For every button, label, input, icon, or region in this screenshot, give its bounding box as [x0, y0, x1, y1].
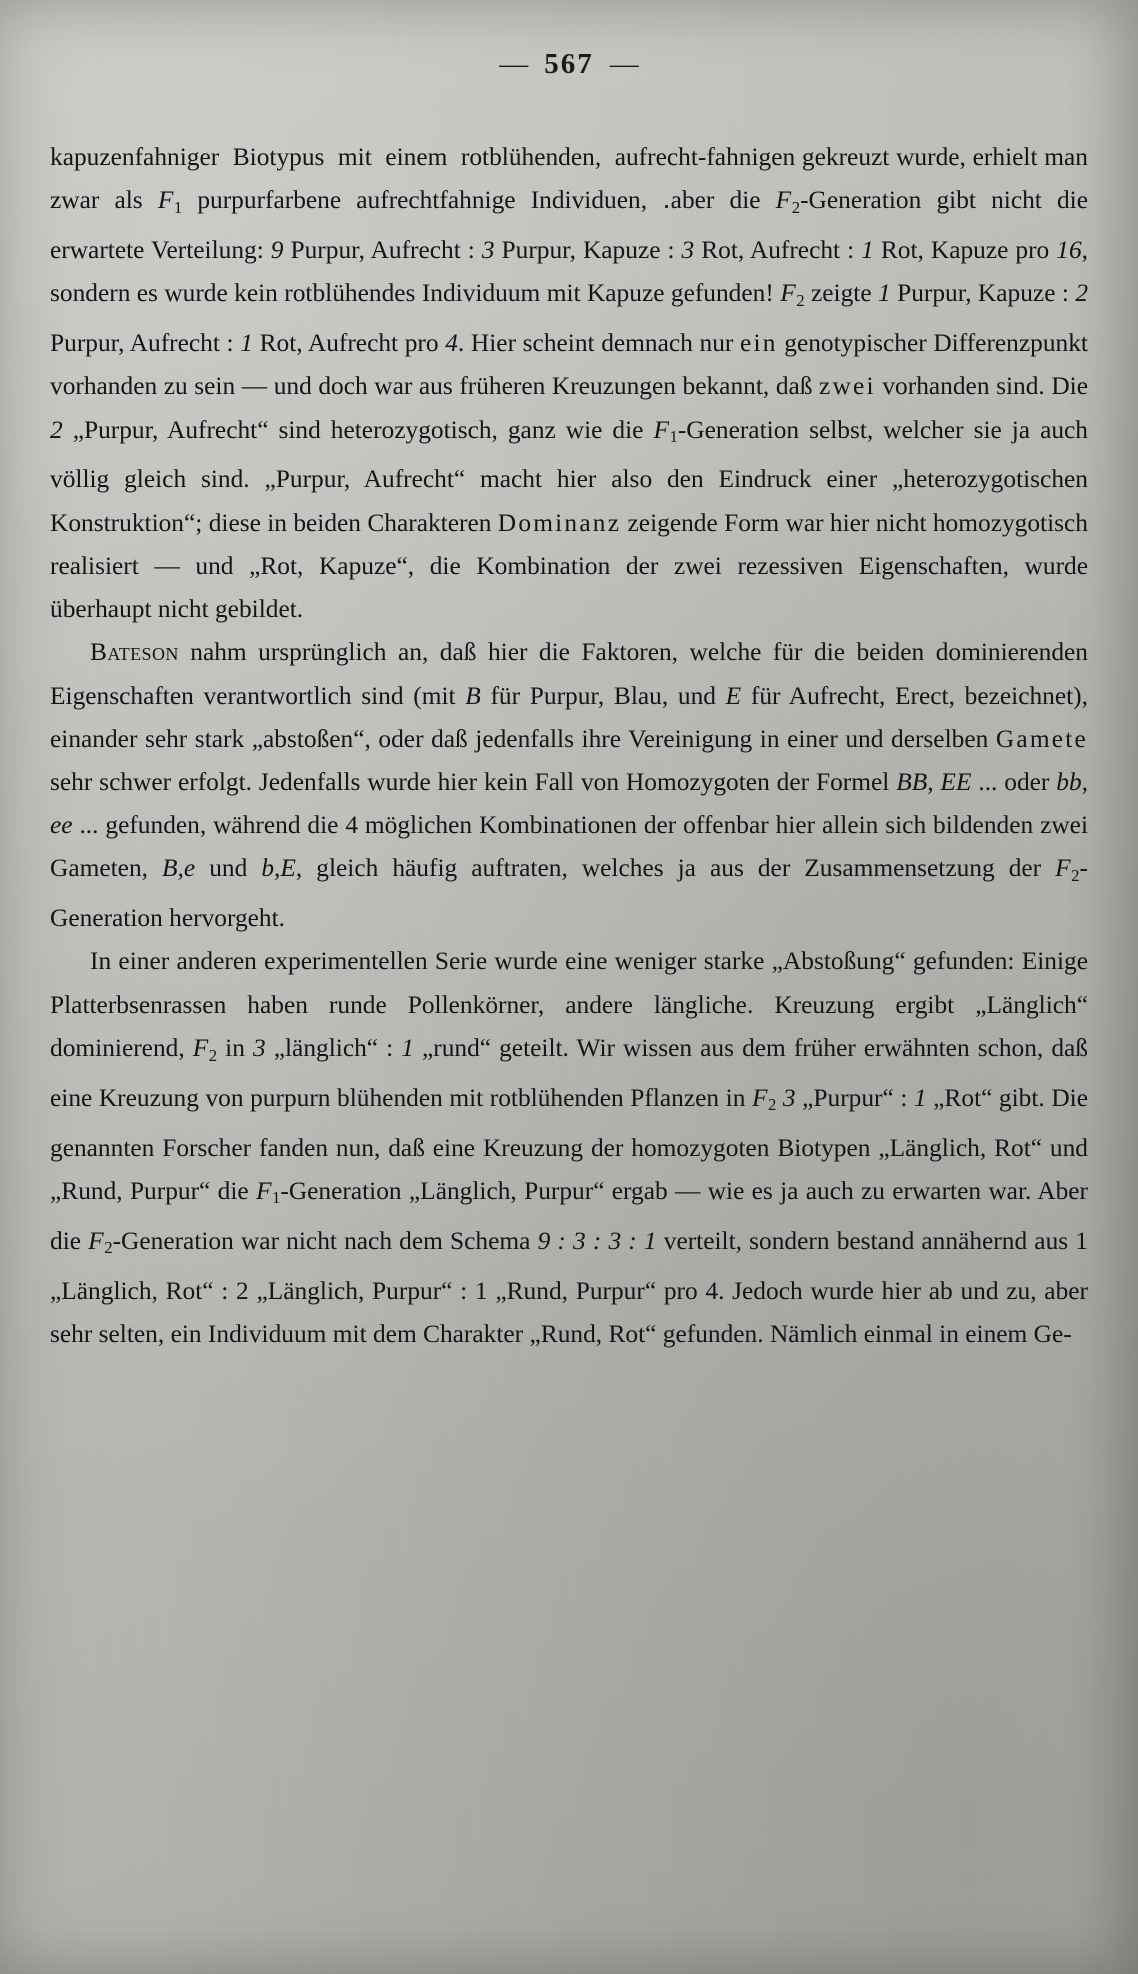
page-number-header: [0, 48, 1138, 81]
paragraph-3: In einer anderen experimentellen Serie wurde eine weniger starke „Abstoßung“ gefunden: Einige Platterbsenrassen haben runde Pollenkörner, andere längliche. Kreuzung ergibt „Länglich“ dominierend, $F_2$ in 3 „länglich“ : 1 „rund“ geteilt. Wir wissen aus dem früher erwähnten schon, daß eine Kreuzung von purpurn blühenden mit rotblühenden Pflanzen in $F_2$ 3 „Purpur“ : 1 „Rot“ gibt. Die genannten Forscher fanden nun, daß eine Kreuzung der homozygoten Biotypen „Länglich, Rot“ und „Rund, Purpur“ die $F_1$-Generation „Länglich, Purpur“ ergab — wie es ja auch zu erwarten war. Aber die $F_2$-Generation war nicht nach dem Schema 9 : 3 : 3 : 1 verteilt, sondern bestand annähernd aus 1 „Länglich, Rot“ : 2 „Länglich, Purpur“ : 1 „Rund, Purpur“ pro 4. Jedoch wurde hier ab und zu, aber sehr selten, ein Individuum mit dem Charakter „Rund, Rot“ gefunden. Nämlich einmal in einem Ge-: [50, 947, 1089, 1348]
page-body: [50, 136, 1088, 1356]
page-number-value: 567: [544, 48, 594, 80]
paragraph-2: Bateson nahm ursprünglich an, daß hier die Faktoren, welche für die beiden dominierenden Eigenschaften verantwortlich sind (mit B für Purpur, Blau, und E für Aufrecht, Erect, bezeichnet), einander sehr stark „abstoßen“, oder daß jedenfalls ihre Vereinigung in einer und derselben Gamete sehr schwer erfolgt. Jedenfalls wurde hier kein Fall von Homozygoten der Formel BB, EE ... oder bb, ee ... gefunden, während die 4 möglichen Kombinationen der offenbar hier allein sich bildenden zwei Gameten, B,e und b,E, gleich häufig auftraten, welches ja aus der Zusammensetzung der $F_2$-Generation hervorgeht.: [50, 638, 1089, 933]
page-number-dash-left: —: [499, 48, 529, 80]
paragraph-1: kapuzenfahniger Biotypus mit einem rotblühenden, aufrecht-fahnigen gekreuzt wurde, erhielt man zwar als $F_1$ purpurfarbene aufrechtfahnige Individuen, ․aber die $F_2$-Generation gibt nicht die erwartete Verteilung: 9 Purpur, Aufrecht : 3 Purpur, Kapuze : 3 Rot, Aufrecht : 1 Rot, Kapuze pro 16, sondern es wurde kein rotblühendes Individuum mit Kapuze gefunden! $F_2$ zeigte 1 Purpur, Kapuze : 2 Purpur, Aufrecht : 1 Rot, Aufrecht pro 4. Hier scheint demnach nur ein genotypischer Differenzpunkt vorhanden zu sein — und doch war aus früheren Kreuzungen bekannt, daß zwei vorhanden sind. Die 2 „Purpur, Aufrecht“ sind heterozygotisch, ganz wie die $F_1$-Generation selbst, welcher sie ja auch völlig gleich sind. „Purpur, Aufrecht“ macht hier also den Eindruck einer „heterozygotischen Konstruktion“; diese in beiden Charakteren Dominanz zeigende Form war hier nicht homozygotisch realisiert — und „Rot, Kapuze“, die Kombination der zwei rezessiven Eigenschaften, wurde überhaupt nicht gebildet.: [50, 143, 1089, 624]
page-number-dash-right: —: [609, 48, 639, 80]
